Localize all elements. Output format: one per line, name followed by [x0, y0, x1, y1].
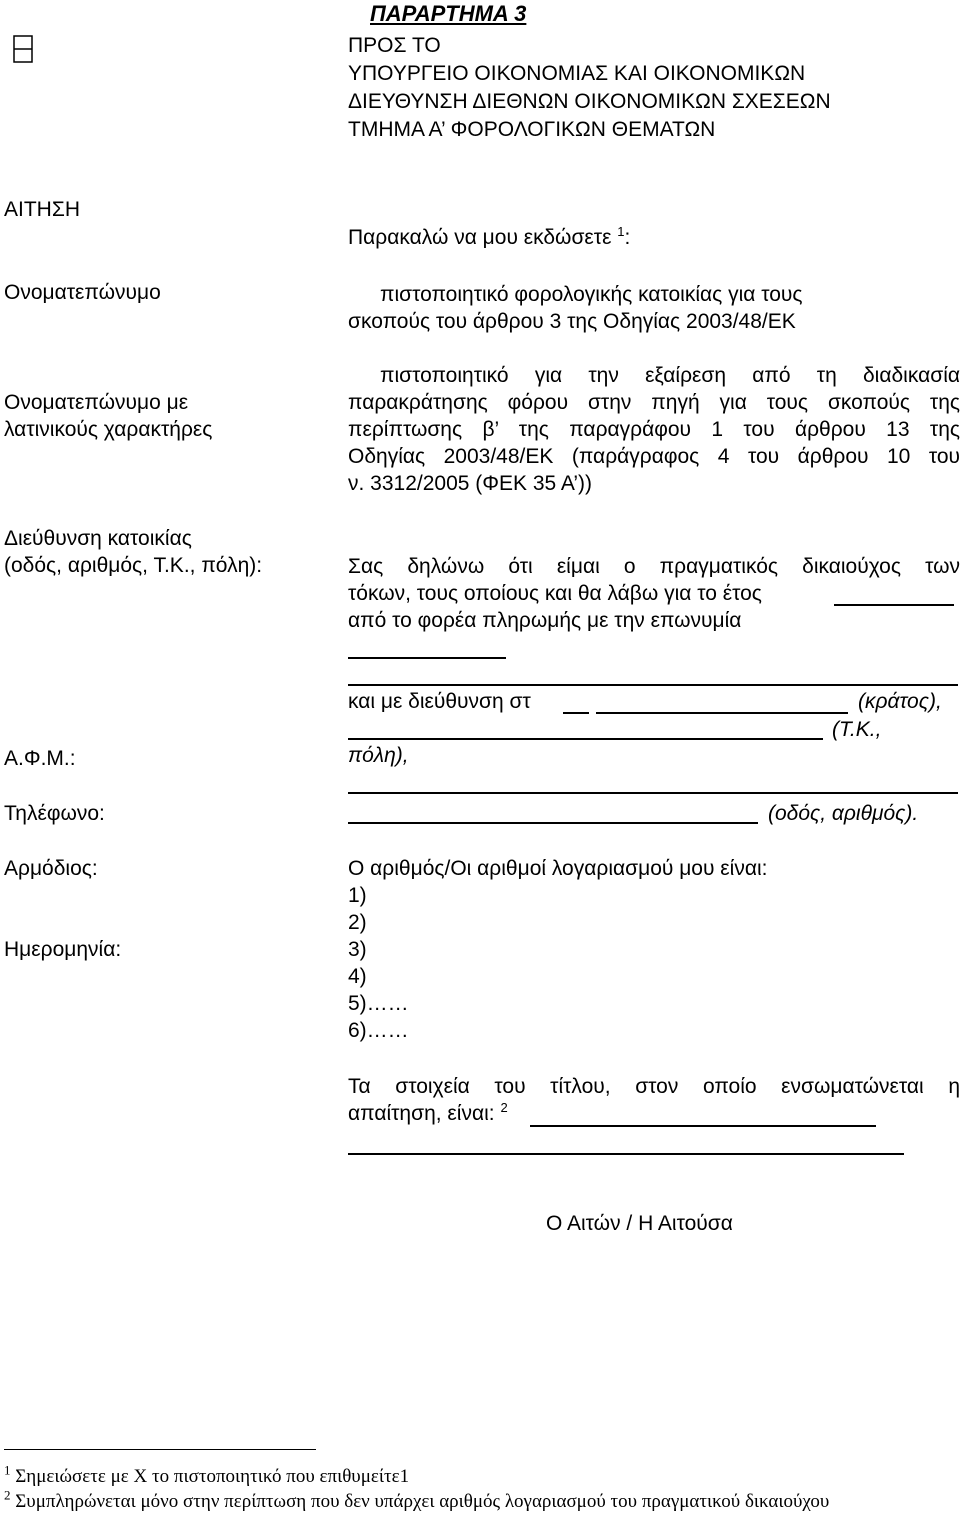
address-prefix: και με διεύθυνση στ	[348, 690, 531, 713]
recipient-address	[348, 32, 831, 144]
address-line: ΔΙΕΥΘΥΝΣΗ ΔΙΕΘΝΩΝ ΟΙΚΟΝΟΜΙΚΩΝ ΣΧΕΣΕΩΝ	[348, 90, 831, 113]
street-label: (οδός, αριθμός).	[768, 802, 919, 825]
city-label: πόλη),	[348, 744, 409, 767]
postal-code-label: (Τ.Κ.,	[832, 718, 882, 741]
account-item: 3)	[348, 938, 367, 961]
title-details-text-2: απαίτηση, είναι: $^2$	[348, 1100, 508, 1125]
address-line: ΤΜΗΜΑ Α’ ΦΟΡΟΛΟΓΙΚΩΝ ΘΕΜΑΤΩΝ	[348, 118, 716, 141]
option2-text-4: Οδηγίας 2003/48/ΕΚ (παράγραφος 4 του άρθρου 10 του	[348, 445, 960, 468]
option1-text-2: σκοπούς του άρθρου 3 της Οδηγίας 2003/48/ΕΚ	[348, 310, 796, 333]
annex-title: ΠΑΡΑΡΤΗΜΑ 3	[370, 1, 527, 26]
signature-label: Ο Αιτών / Η Αιτούσα	[546, 1212, 733, 1235]
phone-label: Τηλέφωνο:	[4, 802, 105, 825]
year-field[interactable]	[834, 604, 954, 606]
request-intro: Παρακαλώ να μου εκδώσετε $^1$:	[348, 224, 631, 249]
title-details-field[interactable]	[530, 1125, 876, 1127]
option2-text-3: περίπτωσης β’ της παραγράφου 1 του άρθρου 13 της	[348, 418, 960, 441]
full-name-label: Ονοματεπώνυμο	[4, 281, 161, 304]
account-item: 1)	[348, 884, 367, 907]
request-heading: ΑΙΤΗΣΗ	[4, 198, 80, 221]
account-item: 6)……	[348, 1019, 409, 1042]
responsible-label: Αρμόδιος:	[4, 857, 98, 880]
state-label: (κράτος),	[858, 690, 942, 713]
footnote-2: $^2$ Συμπληρώνεται μόνο στην περίπτωση που δεν υπάρχει αριθμός λογαριασμού του πραγματικού δικαιούχου	[4, 1487, 830, 1512]
account-item: 2)	[348, 911, 367, 934]
footnote-ref: 2	[500, 1100, 508, 1115]
residence-address-label: Διεύθυνση κατοικίας	[4, 527, 192, 550]
latin-name-label: Ονοματεπώνυμο με	[4, 391, 189, 414]
payer-name-field-2[interactable]	[348, 684, 958, 686]
afm-label: Α.Φ.Μ.:	[4, 747, 76, 770]
payer-name-field[interactable]	[348, 657, 506, 659]
street-field[interactable]	[348, 822, 758, 824]
city-field[interactable]	[348, 792, 958, 794]
account-item: 5)……	[348, 992, 409, 1015]
title-details-field-2[interactable]	[348, 1153, 904, 1155]
checkbox-icon[interactable]	[13, 35, 33, 63]
postal-code-field[interactable]	[348, 738, 823, 740]
state-field[interactable]	[596, 712, 848, 714]
option2-text-2: παρακράτησης φόρου στην πηγή για τους σκοπούς της	[348, 391, 960, 414]
declaration-text-3: από το φορέα πληρωμής με την επωνυμία	[348, 609, 742, 632]
option2-text-5: ν. 3312/2005 (ΦΕΚ 35 Α’))	[348, 472, 593, 495]
address-line: ΥΠΟΥΡΓΕΙΟ ΟΙΚΟΝΟΜΙΑΣ ΚΑΙ ΟΙΚΟΝΟΜΙΚΩΝ	[348, 62, 806, 85]
date-label: Ημερομηνία:	[4, 938, 122, 961]
option1-text: πιστοποιητικό φορολογικής κατοικίας για τους	[380, 283, 803, 306]
declaration-text: Σας δηλώνω ότι είμαι ο πραγματικός δικαιούχος των	[348, 555, 960, 578]
address-line: ΠΡΟΣ ΤΟ	[348, 34, 441, 57]
footnote-1: $^1$ Σημειώσετε με Χ το πιστοποιητικό που επιθυμείτε1	[4, 1462, 410, 1487]
footnote-ref: 1	[617, 224, 625, 239]
address-article-field[interactable]	[563, 712, 589, 714]
declaration-text-2: τόκων, τους οποίους και θα λάβω για το έτος	[348, 582, 762, 605]
residence-address-label-2: (οδός, αριθμός, Τ.Κ., πόλη):	[4, 554, 263, 577]
option2-text: πιστοποιητικό για την εξαίρεση από τη διαδικασία	[380, 364, 960, 387]
latin-name-label-2: λατινικούς χαρακτήρες	[4, 418, 213, 441]
accounts-intro: Ο αριθμός/Οι αριθμοί λογαριασμού μου είναι:	[348, 857, 768, 880]
title-details-text: Τα στοιχεία του τίτλου, στον οποίο ενσωματώνεται η	[348, 1075, 960, 1098]
account-item: 4)	[348, 965, 367, 988]
footnote-separator	[4, 1449, 316, 1450]
